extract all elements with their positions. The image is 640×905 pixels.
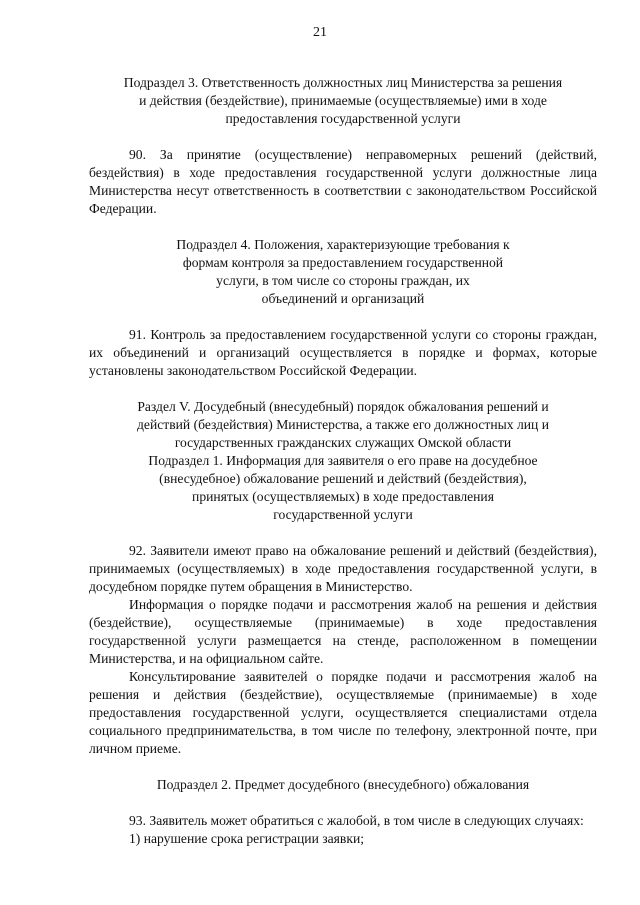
heading-line: предоставления государственной услуги [225,111,461,126]
heading-line: государственных гражданских служащих Омской области [174,435,512,450]
paragraph-92-info: Информация о порядке подачи и рассмотрения жалоб на решения и действия (бездействие), осуществляемые (принимаемые) в ходе предоставления государственной услуги размещается на стенде, расположенном в помещении Министерства, и на официальном сайте. [89,597,597,666]
list-item: 1) нарушение срока регистрации заявки; [129,831,364,846]
subsection-4-heading [89,236,597,308]
heading-line: услуги, в том числе со стороны граждан, их [216,273,470,288]
heading-line: (внесудебное) обжалование решений и действий (бездействия), [159,471,527,486]
paragraph-92: 92. Заявители имеют право на обжалование решений и действий (бездействия), принимаемых (осуществляемых) в ходе предоставления государственной услуги, в досудебном порядке путем обращения в Министерство. [89,543,597,594]
heading-line: Подраздел 3. Ответственность должностных лиц Министерства за решения [123,75,563,90]
heading-line: и действия (бездействие), принимаемые (осуществляемые) ими в ходе [139,93,547,108]
paragraph-91: 91. Контроль за предоставлением государственной услуги со стороны граждан, их объединений и организаций осуществляется в порядке и формах, которые установлены законодательством Российской Федерации. [89,327,597,378]
heading-line: Подраздел 4. Положения, характеризующие требования к [176,237,510,252]
page-number: 21 [313,25,327,40]
section-5-heading [89,398,597,524]
paragraph-90: 90. За принятие (осуществление) неправомерных решений (действий, бездействия) в ходе предоставления государственной услуги должностные лица Министерства несут ответственность в соответствии с законодательством Российской Федерации. [89,147,597,216]
heading-line: действий (бездействия) Министерства, а также его должностных лиц и [137,417,549,432]
subsection-3-heading [89,74,597,128]
document-body [89,74,597,848]
heading-line: объединений и организаций [261,291,425,306]
heading-line: Подраздел 2. Предмет досудебного (внесудебного) обжалования [156,777,530,792]
subsection-2-heading [89,776,597,794]
heading-line: формам контроля за предоставлением государственной [182,255,504,270]
heading-line: принятых (осуществляемых) в ходе предоставления [192,489,494,504]
heading-line: Подраздел 1. Информация для заявителя о его праве на досудебное [148,453,538,468]
paragraph-93: 93. Заявитель может обратиться с жалобой, в том числе в следующих случаях: [129,813,584,828]
paragraph-92-consultation: Консультирование заявителей о порядке подачи и рассмотрения жалоб на решения и действия (бездействие), осуществляемые (принимаемые) в ходе предоставления государственной услуги, осуществляется специалистами отдела социального предпринимательства, в том числе по телефону, электронной почте, при личном приеме. [89,669,597,756]
heading-line: государственной услуги [273,507,413,522]
heading-line: Раздел V. Досудебный (внесудебный) порядок обжалования решений и [137,399,549,414]
